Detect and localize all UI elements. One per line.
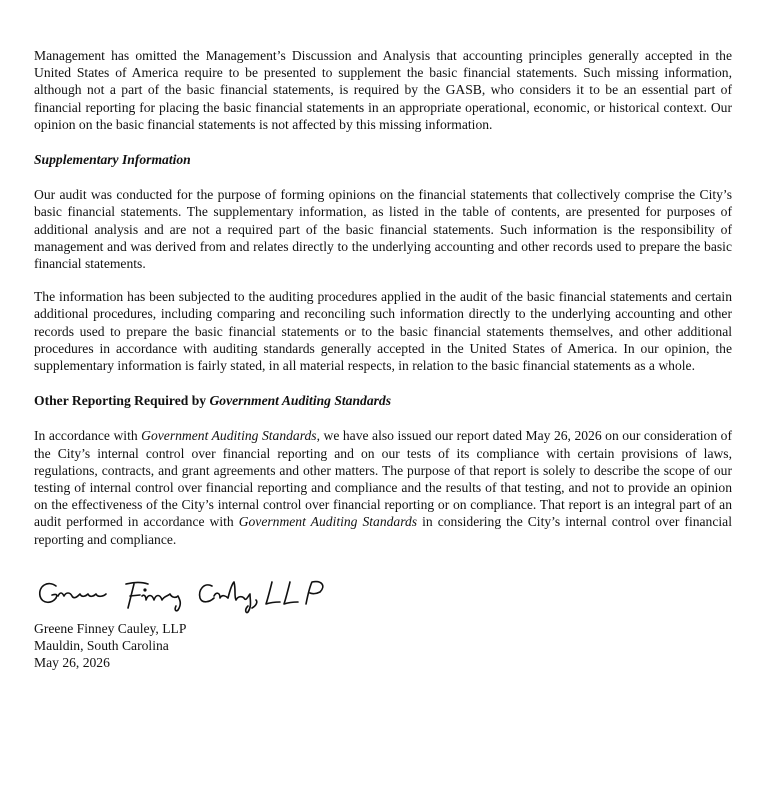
firm-name: Greene Finney Cauley, LLP [34, 620, 187, 636]
report-date: May 26, 2026 [34, 655, 110, 671]
paragraph-text-segment: , we have also issued our report dated May 26, 2026 on our consideration of the City’s internal control over financial reporting and on our tests of its compliance with certain provisions of laws, regulations, contracts, and grant agreements and other matters. The purpose of that report is solely to describe the scope of our testing of internal control over financial reporting and compliance and the results of that testing, and not to provide an opinion on the effectiveness of the City’s internal control over financial reporting or on compliance. That report is an integral part of an audit performed in accordance with [34, 428, 732, 530]
heading-supplementary-information: Supplementary Information [34, 152, 191, 168]
paragraph-supplementary-purpose: Our audit was conducted for the purpose of forming opinions on the financial statements that collectively comprise the City’s basic financial statements. The supplementary information, as listed in the table of contents, are presented for purposes of additional analysis and are not a required part of the basic financial statements. Such information is the responsibility of management and was derived from and relates directly to the underlying accounting and other records used to prepare the basic financial statements. [34, 187, 732, 272]
heading-other-reporting-prefix: Other Reporting Required by [34, 393, 210, 409]
handwritten-signature [34, 574, 374, 614]
standards-reference: Government Auditing Standards [238, 514, 418, 530]
paragraph-supplementary-procedures: The information has been subjected to the auditing procedures applied in the audit of the basic financial statements and certain additional procedures, including comparing and reconciling such information directly to the underlying accounting and other records used to prepare the basic financial statements or to the basic financial statements themselves, and other additional procedures in accordance with auditing standards generally accepted in the United States of America. In our opinion, the supplementary information is fairly stated, in all material respects, in relation to the basic financial statements as a whole. [34, 289, 732, 374]
signature-block [34, 620, 732, 672]
firm-location: Mauldin, South Carolina [34, 638, 169, 654]
heading-other-reporting-standards: Government Auditing Standards [209, 393, 392, 409]
heading-other-reporting [34, 392, 732, 409]
document-page [34, 47, 732, 671]
signature-image [34, 574, 374, 614]
paragraph-missing-information: Management has omitted the Management’s Discussion and Analysis that accounting principles generally accepted in the United States of America require to be presented to supplement the basic financial statements. Such missing information, although not a part of the basic financial statements, is required by the GASB, who considers it to be an essential part of financial reporting for placing the basic financial statements in an appropriate operational, economic, or historical context. Our opinion on the basic financial statements is not affected by this missing information. [34, 48, 732, 132]
paragraph-government-auditing [34, 427, 732, 547]
paragraph-text-segment: In accordance with [34, 428, 142, 444]
standards-reference: Government Auditing Standards [141, 428, 317, 444]
paragraph-text-segment: in considering the City’s internal control over financial reporting and compliance. [34, 514, 732, 547]
